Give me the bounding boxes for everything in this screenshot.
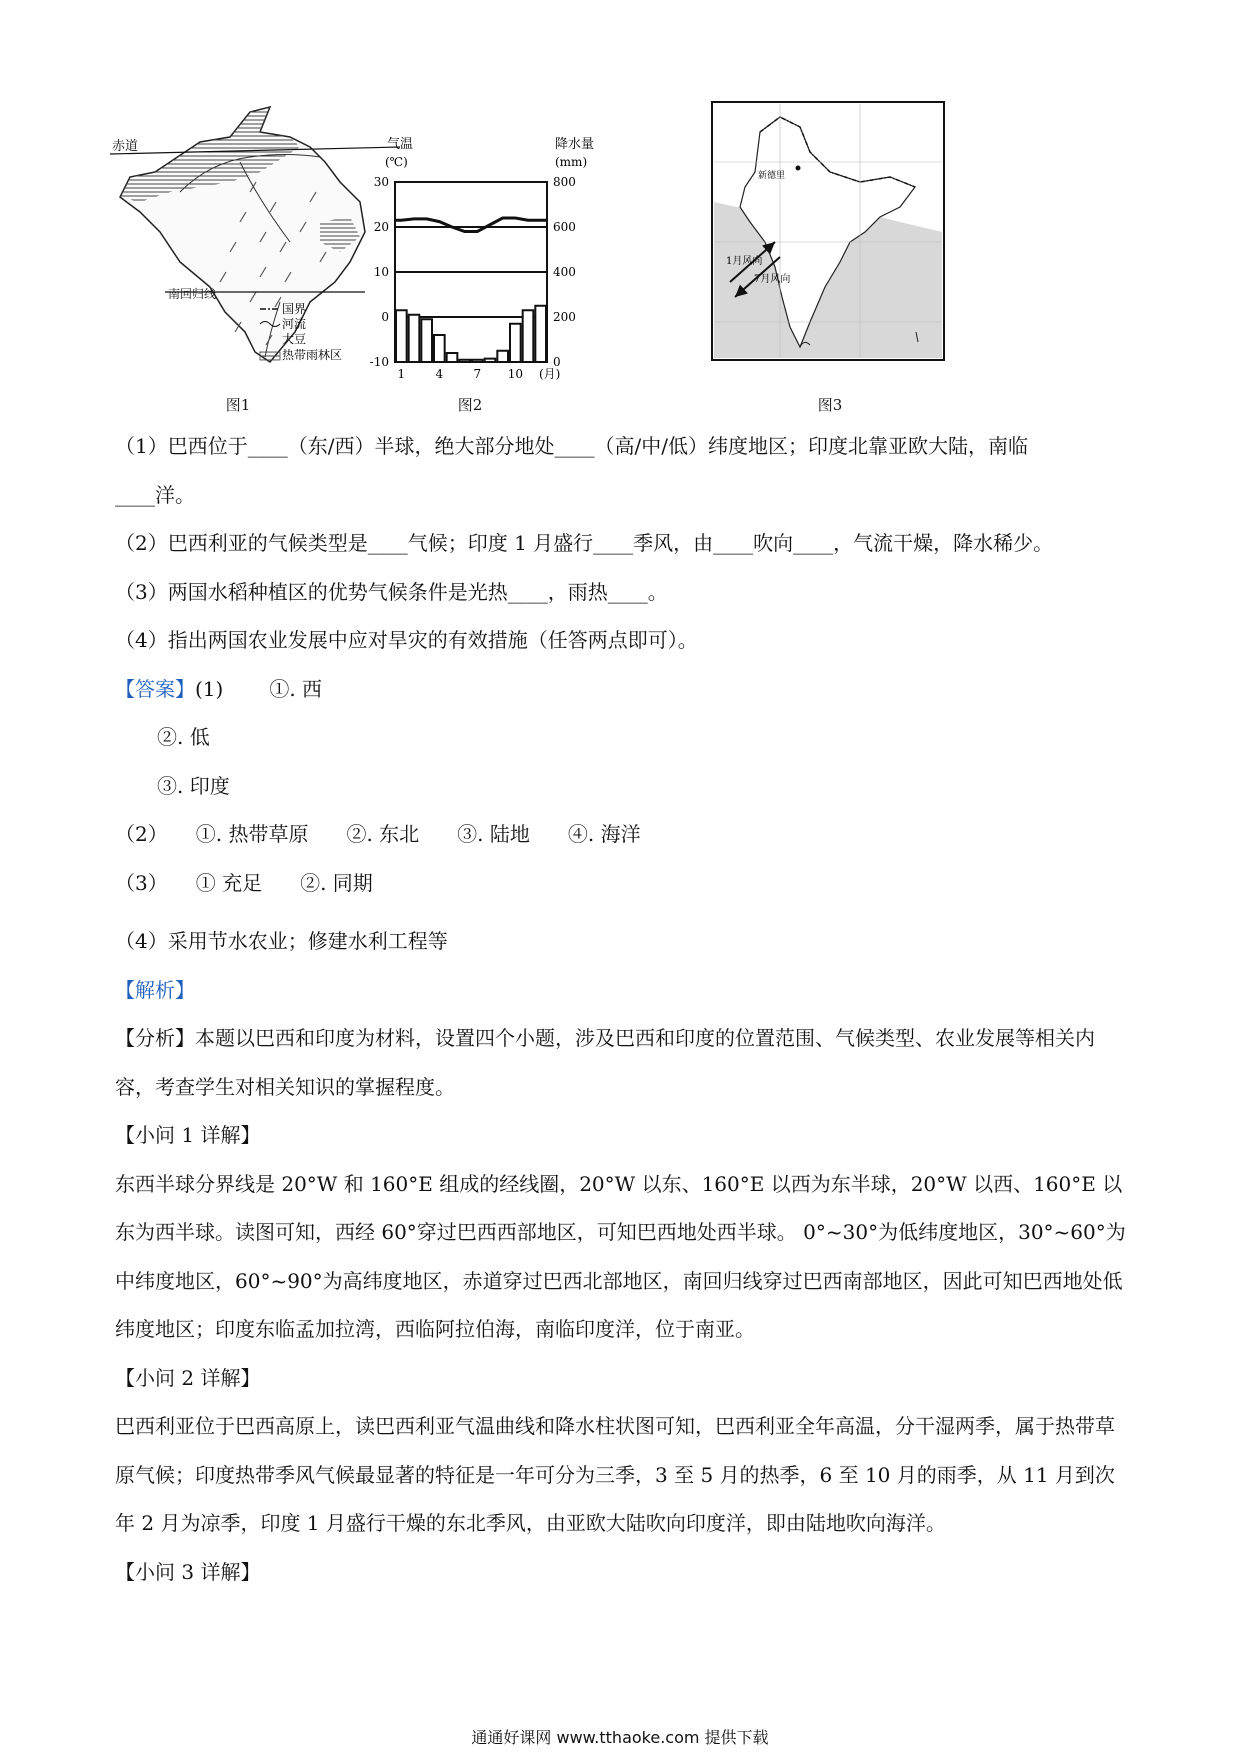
precipitation-bar bbox=[485, 359, 496, 362]
legend-border: 国界 bbox=[282, 302, 307, 316]
question-3: （3）两国水稻种植区的优势气候条件是光热____，雨热____。 bbox=[115, 579, 668, 604]
tropic-label: 南回归线 bbox=[168, 287, 217, 301]
answer-q3-item: ②. 同期 bbox=[300, 870, 373, 895]
precipitation-bar bbox=[510, 324, 521, 362]
question-1-line-1: （1）巴西位于____（东/西）半球，绝大部分地处____（高/中/低）纬度地区；印度北靠亚欧大陆，南临 bbox=[115, 434, 1028, 458]
precipitation-bar bbox=[472, 360, 483, 362]
figure-2-caption: 图2 bbox=[457, 396, 483, 414]
question-block bbox=[115, 422, 1130, 1596]
answer-q3-row bbox=[115, 859, 1130, 908]
precipitation-bar bbox=[535, 306, 546, 362]
answer-q3-lead: （3） bbox=[115, 870, 168, 895]
answer-q1-item: ①. 西 bbox=[269, 676, 323, 701]
precipitation-tick-label: 600 bbox=[553, 220, 576, 234]
answer-q1-item: ③. 印度 bbox=[157, 773, 230, 798]
legend-river: 河流 bbox=[282, 317, 307, 331]
answer-q2-item: ④. 海洋 bbox=[567, 822, 641, 846]
detail-2-title: 【小问 2 详解】 bbox=[115, 1365, 261, 1390]
detail-1-text: 东西半球分界线是 20°W 和 160°E 组成的经线圈，20°W 以东、160°E 以西为东半球，20°W 以西、160°E 以东为西半球。读图可知，西经 60°穿过巴西西部地区，可知巴西地处西半球。 0°~30°为低纬度地区，30°~60°为中纬度地区，60°~90°为高纬度地区，赤道穿过巴西北部地区，南回归线穿过巴西南部地区，因此可知巴西地处低纬度地区；印度东临孟加拉湾，西临阿拉伯海，南临印度洋，位于南亚。 bbox=[115, 1171, 1126, 1341]
temperature-line bbox=[395, 218, 547, 232]
delhi-label: 新德里 bbox=[758, 171, 786, 181]
left-axis-title: 气温 bbox=[387, 137, 414, 152]
figure-3-caption: 图3 bbox=[817, 396, 843, 414]
legend-rainforest: 热带雨林区 bbox=[282, 348, 343, 362]
equator-label: 赤道 bbox=[112, 139, 139, 154]
climate-chart-svg bbox=[365, 132, 605, 382]
answer-q2-item: ②. 东北 bbox=[346, 822, 420, 846]
precipitation-bar bbox=[447, 353, 458, 362]
precipitation-tick-label: 200 bbox=[553, 310, 576, 324]
figure-2-climate-chart bbox=[365, 132, 605, 382]
right-axis-title: 降水量 bbox=[555, 137, 595, 152]
month-unit: (月) bbox=[539, 367, 561, 381]
precipitation-tick-label: 800 bbox=[553, 175, 576, 189]
jan-wind-label: 1月风向 bbox=[726, 256, 763, 267]
answer-q2-row bbox=[115, 810, 1130, 859]
precipitation-bar bbox=[396, 310, 407, 362]
answer-q2-lead: （2） bbox=[115, 822, 168, 846]
analysis-label: 【解析】 bbox=[115, 977, 195, 1002]
temperature-tick-label: -10 bbox=[369, 355, 389, 369]
answer-q1-row bbox=[115, 665, 1130, 714]
answer-q3-item: ① 充足 bbox=[195, 870, 263, 895]
jul-wind-label: 7月风向 bbox=[754, 274, 791, 285]
precipitation-bar bbox=[523, 310, 534, 362]
answer-q1-lead: (1) bbox=[195, 676, 224, 701]
answer-q2-item: ①. 热带草原 bbox=[195, 822, 309, 846]
precipitation-tick-label: 0 bbox=[553, 355, 561, 369]
temperature-tick-label: 0 bbox=[381, 310, 389, 324]
brazil-map-graphic bbox=[110, 102, 400, 382]
precipitation-bar bbox=[421, 319, 432, 362]
analysis-summary: 【分析】本题以巴西和印度为材料，设置四个小题，涉及巴西和印度的位置范围、气候类型、农业发展等相关内容，考查学生对相关知识的掌握程度。 bbox=[115, 1026, 1095, 1099]
answer-q4: （4）采用节水农业；修建水利工程等 bbox=[115, 929, 448, 953]
month-tick-label: 10 bbox=[507, 367, 523, 381]
figure-row bbox=[110, 92, 980, 422]
india-map-graphic bbox=[700, 92, 960, 392]
right-axis-unit: (mm) bbox=[555, 155, 588, 169]
month-tick-label: 7 bbox=[473, 367, 482, 381]
precipitation-bar bbox=[497, 351, 508, 362]
figure-1-caption: 图1 bbox=[225, 396, 251, 414]
temperature-tick-label: 30 bbox=[373, 175, 389, 189]
question-2: （2）巴西利亚的气候类型是____气候；印度 1 月盛行____季风，由____吹向____，气流干燥，降水稀少。 bbox=[115, 531, 1054, 555]
detail-1-title: 【小问 1 详解】 bbox=[115, 1123, 261, 1147]
figure-1-brazil-map bbox=[110, 102, 400, 382]
question-1-line-2: ____洋。 bbox=[115, 482, 195, 507]
answer-q1-item: ②. 低 bbox=[157, 725, 210, 749]
left-axis-unit: (℃) bbox=[385, 155, 408, 169]
answer-label: 【答案】 bbox=[115, 676, 195, 701]
temperature-tick-label: 10 bbox=[373, 265, 389, 279]
precipitation-bar bbox=[409, 315, 420, 362]
precipitation-tick-label: 400 bbox=[553, 265, 576, 279]
temperature-tick-label: 20 bbox=[373, 220, 389, 234]
precipitation-bar bbox=[459, 360, 470, 362]
detail-2-text: 巴西利亚位于巴西高原上，读巴西利亚气温曲线和降水柱状图可知，巴西利亚全年高温，分干湿两季，属于热带草原气候；印度热带季风气候最显著的特征是一年可分为三季，3 至 5 月的热季，6 至 10 月的雨季，从 11 月到次年 2 月为凉季，印度 1 月盛行干燥的东北季风，由亚欧大陆吹向印度洋，即由陆地吹向海洋。 bbox=[115, 1414, 1115, 1535]
month-tick-label: 1 bbox=[397, 367, 406, 381]
question-4: （4）指出两国农业发展中应对旱灾的有效措施（任答两点即可）。 bbox=[115, 628, 698, 652]
month-tick-label: 4 bbox=[435, 367, 444, 381]
page-footer: 通通好课网 www.tthaoke.com 提供下载 bbox=[471, 1728, 769, 1747]
precipitation-bar bbox=[434, 335, 445, 362]
detail-3-title: 【小问 3 详解】 bbox=[115, 1559, 261, 1584]
legend-soybean: 大豆 bbox=[282, 332, 307, 346]
figure-3-india-map bbox=[700, 92, 960, 392]
answer-q2-item: ③. 陆地 bbox=[457, 822, 530, 846]
